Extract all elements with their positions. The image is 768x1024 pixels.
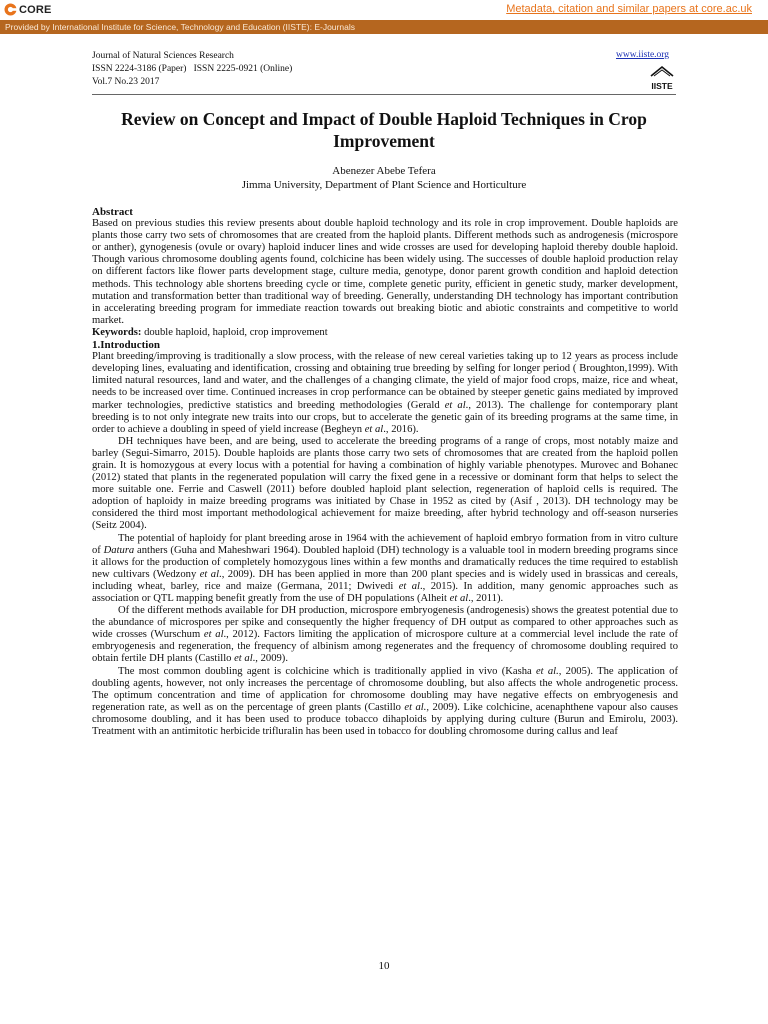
core-logo[interactable] (4, 3, 52, 16)
intro-paragraph-1: Plant breeding/improving is traditionally a slow process, with the release of new cereal varieties taking up to 12 years as process include developing lines, evaluating and identification, crossing and obtaining true breeding by selfing for longer period ( Broughton,1999). With limited natural resources, land and water, and the challenges of a changing climate, the yield of major food crops, maize, rice and wheat, needs to be increased over time. Continued increases in crop performance can be obtained by steeper genetic gains mediated by improved marker technologies, predictive statistics and breeding methodologies (Gerald et al., 2013). The challenge for contemporary plant breeding is to not only integrate new traits into our crops, but to accelerate the genetic gain of its breeding programs at the same time, in order to achieve a doubling in speed of yield increase (Begheyn et al., 2016). (92, 351, 678, 435)
iiste-site-link[interactable]: www.iiste.org (616, 50, 670, 60)
header-divider (92, 94, 676, 95)
core-logo-text: CORE (19, 3, 52, 16)
core-banner (0, 0, 768, 21)
iiste-logo-icon (648, 64, 676, 92)
abstract-heading: Abstract (92, 206, 133, 218)
page-number: 10 (378, 960, 390, 972)
intro-paragraph-5: The most common doubling agent is colchicine which is traditionally applied in vivo (Kasha et al., 2005). The application of doubling agents, however, not only increases the percentage of chromosome doubling, but also affects the whole androgenetic process. The optimum concentration and time of application for chromosome doubling may have negative effects on embryogenesis and regeneration rate, as well as on the percentage of green plants (Castillo et al., 2009). Like colchicine, acenaphthene vapour also causes chromosome doubling, and it has been used to produce tobacco dihaploids by applying during culture (Burun and Emirolu, 2003). Treatment with an antimitotic herbicide trifluralin has been used in tobacco for doubling chromosome during callus and leaf (92, 665, 678, 738)
keywords-label: Keywords: (92, 326, 142, 338)
abstract-text: Based on previous studies this review presents about double haploid technology and its role in crop improvement. Double haploids are plants those carry two sets of chromosomes that are created from the haploid plants. Different methods such as androgenesis (microspore or anther), gynogenesis (ovule or ovary) haploid inducer lines and wide crosses are used for developing haploid thereby double haploid. Though various chromosome doubling agents found, colchicine has been widely using. The successes of double haploid production relay on different factors like flower parts development stage, culture media, genotype, donor parent growth condition and haploid detection methods. This technology able shortens breeding cycle or time, complete genetic purity, efficient in genetic study, marker development, mutation and transformation better than traditional way of breeding. Generally, understanding DH technology has important contribution in accelerating breeding program for immediate reaction towards out breaking biotic and abiotic constraints and competitive to world market. (92, 218, 678, 326)
author-name: Abenezer Abebe Tefera (332, 165, 436, 177)
core-metadata-link[interactable]: Metadata, citation and similar papers at core.ac.uk (506, 3, 752, 15)
journal-issn: ISSN 2224-3186 (Paper) ISSN 2225-0921 (Online) (92, 64, 293, 74)
core-logo-icon (4, 3, 17, 16)
intro-heading: 1.Introduction (92, 339, 160, 352)
paper-title: Review on Concept and Impact of Double Haploid Techniques in Crop Improvement (121, 109, 647, 151)
iiste-logo-text: IISTE (651, 81, 673, 91)
author-affiliation: Jimma University, Department of Plant Science and Horticulture (241, 179, 527, 191)
intro-paragraph-3: The potential of haploidy for plant breeding arose in 1964 with the achievement of haploid embryo formation from in vitro culture of Datura anthers (Guha and Maheshwari 1964). Doubled haploid (DH) technology is a valuable tool in modern breeding programs since it allows for the production of completely homozygous lines within a few months and dramatically reduces the time required to establish new cultivars (Wedzony et al., 2009). DH has been applied in more than 200 plant species and is widely used in brassicas and cereals, including wheat, barley, rice and maize (Germana, 2011; Dwivedi et al., 2015). In addition, many genomic approaches such as association or QTL mapping benefit greatly from the use of DH populations (Alheit et al., 2011). (92, 532, 678, 604)
keywords-line (92, 327, 678, 339)
intro-paragraph-2: DH techniques have been, and are being, used to accelerate the breeding programs of a range of crops, most notably maize and barley (Segui-Simarro, 2015). Double haploids are plants those carry two sets of chromosomes that are created from the haploid pollen grain. It is homozygous at every locus with a potential for having a combination of highly variable phenotypes. Murovec and Bohanec (2012) stated that plants in the regenerated population will carry the fixed gene in a recessive or dominant form that helps to select the more suitable one. Ferrie and Caswell (2011) before doubled haploid plant selection, regeneration of haploid cells is required. The adoption of haploidy in maize breeding programs was initiated by Chase in 1952 as cited by (Asif , 2013). DH technology may be considered the third most important methodological achievement for maize breeding, after hybrid technology and off-season nurseries (Seitz 2004). (92, 435, 678, 532)
intro-paragraph-4: Of the different methods available for DH production, microspore embryogenesis (androgenesis) shows the greatest potential due to the abundance of microspores per spike and consequently the higher frequency of DH output as compared to other approaches such as wide crosses (Wurschum et al., 2012). Factors limiting the application of microspore culture at a commercial level include the rate of embryogenesis and regeneration, the frequency of albinism among regenerates and the frequency of chromosome doubling required to obtain fertile DH plants (Castillo et al., 2009). (92, 605, 678, 665)
paper-body (92, 206, 678, 738)
journal-volume: Vol.7 No.23 2017 (92, 77, 160, 87)
keywords-text: double haploid, haploid, crop improvement (141, 326, 328, 338)
journal-header (92, 50, 292, 89)
journal-name: Journal of Natural Sciences Research (92, 51, 234, 61)
provided-by-bar[interactable]: Provided by International Institute for Science, Technology and Education (IISTE): E-Journals (0, 20, 768, 34)
